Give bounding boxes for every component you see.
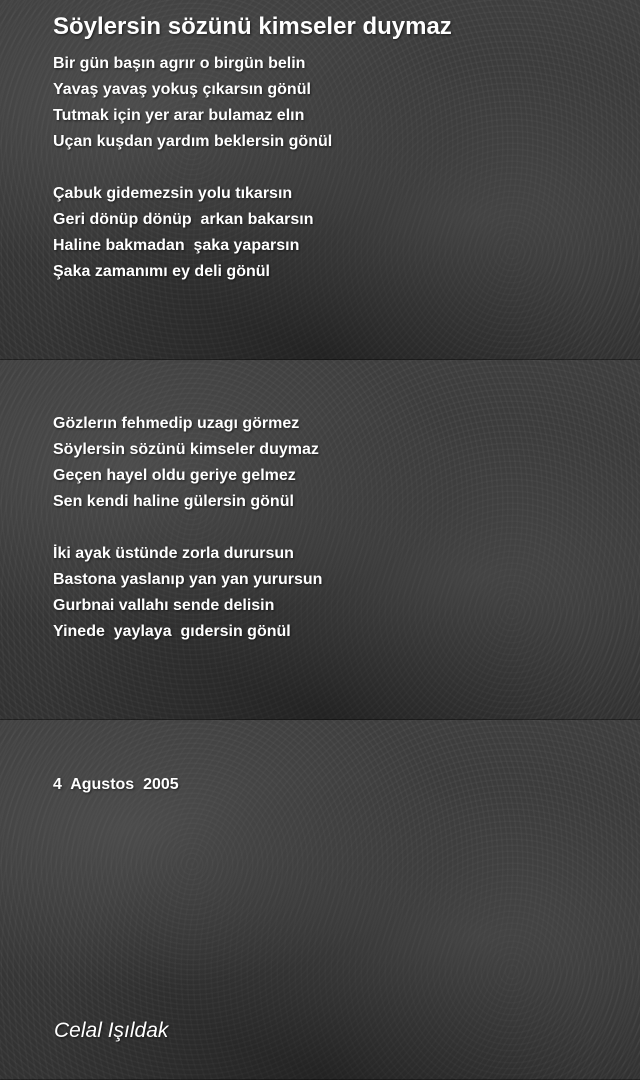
poem-line: Yavaş yavaş yokuş çıkarsın gönül [53,81,311,98]
poem-line: Söylersin sözünü kimseler duymaz [53,441,319,458]
stanza-2 [53,181,313,285]
poem-panel-1 [0,0,640,360]
poem-line: Bastona yaslanıp yan yan yurursun [53,571,323,588]
stanza-1 [53,51,332,155]
poem-line: Gurbnai vallahı sende delisin [53,597,275,614]
poem-line: Sen kendi haline gülersin gönül [53,493,294,510]
poem-line: Bir gün başın agrır o birgün belin [53,55,306,72]
poem-line: Haline bakmadan şaka yaparsın [53,237,300,254]
poem-title: Söylersin sözünü kimseler duymaz [53,13,452,40]
poem-date: 4 Agustos 2005 [53,776,179,793]
poem-panel-2 [0,360,640,720]
stanza-3 [53,411,319,515]
poem-line: Şaka zamanımı ey deli gönül [53,263,270,280]
poem-line: Çabuk gidemezsin yolu tıkarsın [53,185,293,202]
poem-line: İki ayak üstünde zorla durursun [53,545,294,562]
poem-line: Geçen hayel oldu geriye gelmez [53,467,296,484]
poem-author: Celal Işıldak [54,1019,169,1042]
poem-line: Gözlerın fehmedip uzagı görmez [53,415,300,432]
poem-line: Uçan kuşdan yardım beklersin gönül [53,133,333,150]
poem-panel-3 [0,720,640,1080]
stanza-4 [53,541,322,645]
poem-line: Yinede yaylaya gıdersin gönül [53,623,291,640]
poem-line: Tutmak için yer arar bulamaz elın [53,107,305,124]
poem-line: Geri dönüp dönüp arkan bakarsın [53,211,314,228]
